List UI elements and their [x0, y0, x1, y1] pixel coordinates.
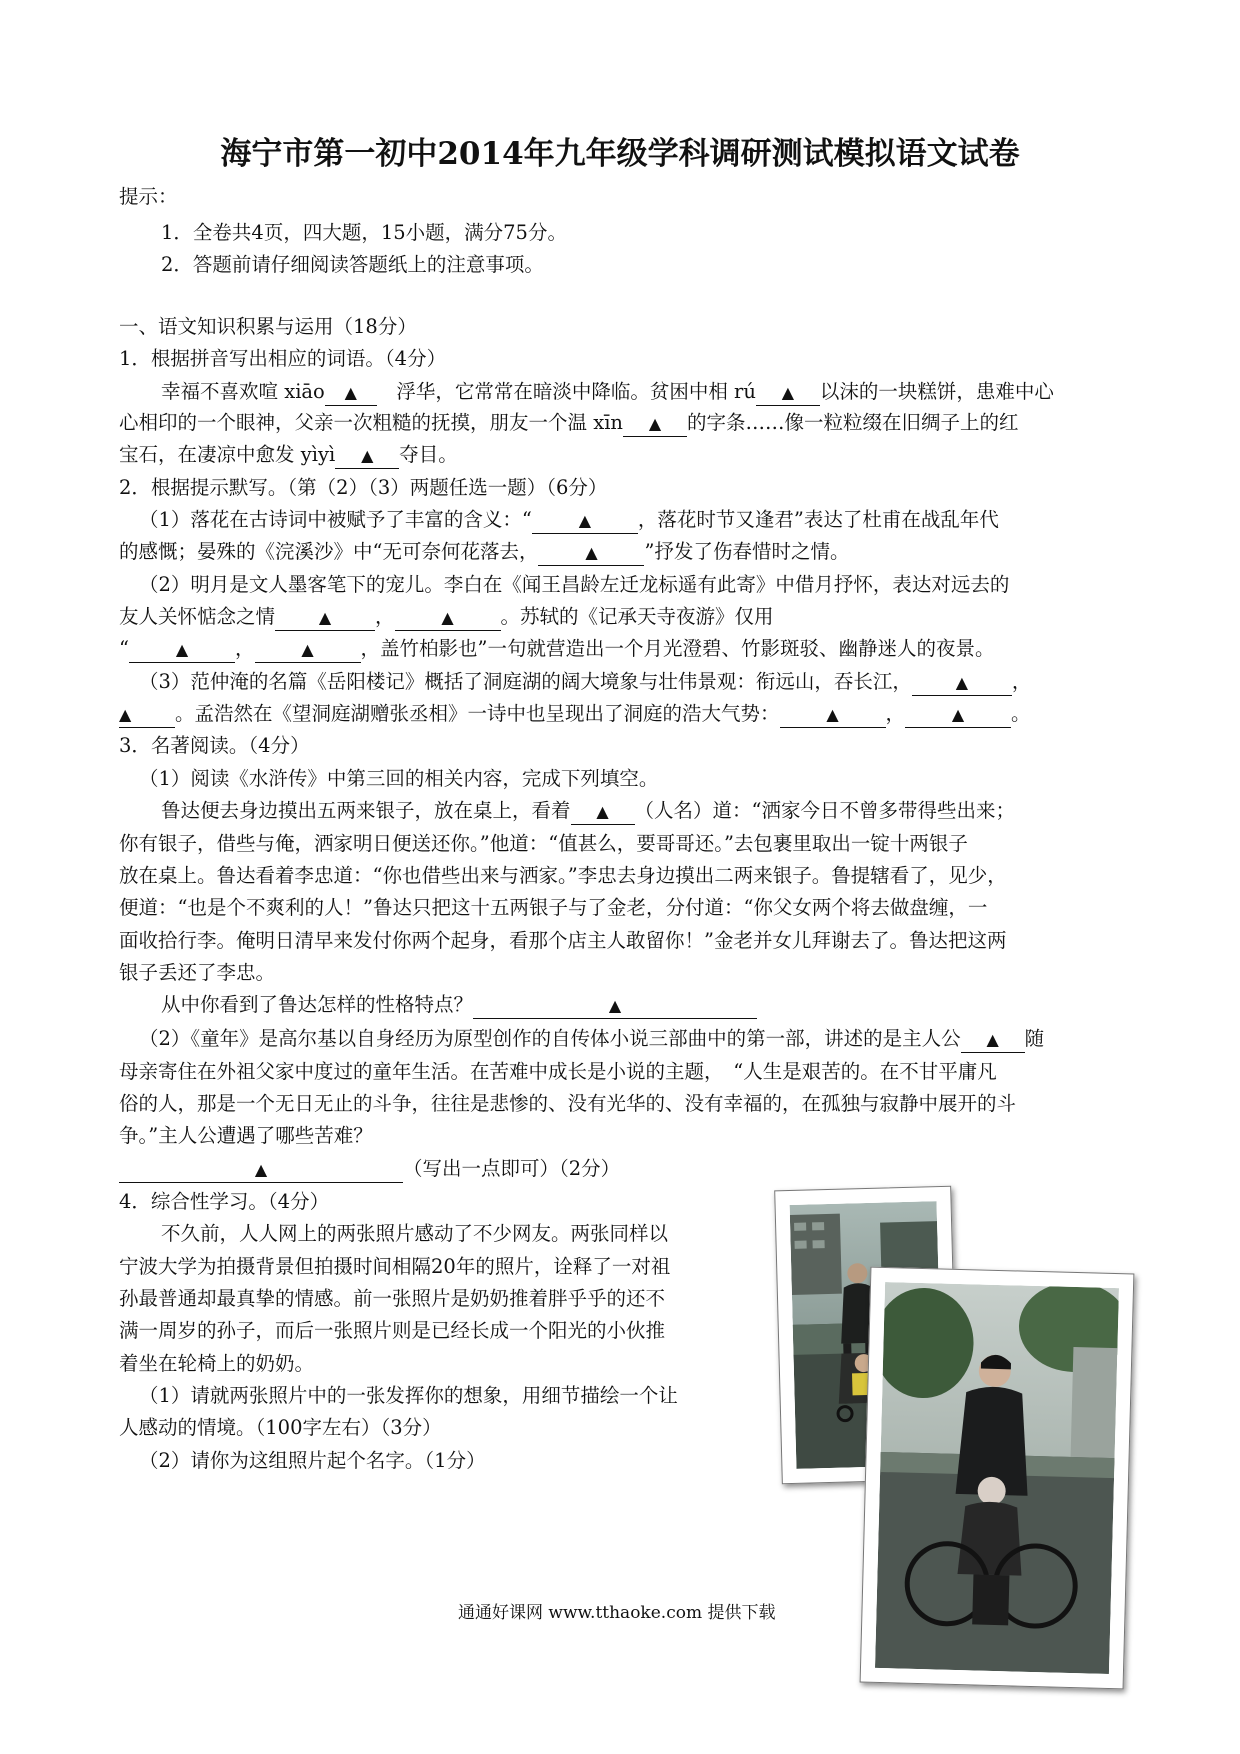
q4-part1-line2: 人感动的情境。（100字左右）（3分） [119, 1416, 442, 1439]
q4-line-4: 满一周岁的孙子，而后一张照片则是已经长成一个阳光的小伙推 [119, 1319, 666, 1342]
triangle-icon: ▲ [585, 543, 598, 562]
triangle-icon: ▲ [826, 705, 839, 724]
triangle-icon: ▲ [441, 608, 454, 627]
q1-line-2 [119, 408, 1019, 438]
q1-line-3 [119, 440, 458, 470]
answer-blank[interactable] [129, 638, 235, 663]
tips-label: 提示： [119, 185, 178, 208]
q2-text: ， [375, 605, 395, 628]
q4-line-3: 孙最普通却最真挚的情感。前一张照片是奶奶推着胖乎乎的还不 [119, 1287, 666, 1310]
q2-text: ， [885, 702, 906, 725]
q3-part1-line1 [161, 796, 1015, 826]
answer-blank[interactable] [119, 703, 175, 728]
q3-part2-line1 [139, 1024, 1044, 1054]
triangle-icon: ▲ [175, 640, 189, 659]
answer-blank[interactable] [756, 381, 820, 406]
triangle-icon: ▲ [648, 414, 662, 433]
q2-stem: 2．根据提示默写。（第（2）（3）两题任选一题）（6分） [119, 476, 608, 499]
q3-part1-line5: 面收拾行李。俺明日清早来发付你两个起身，看那个店主人敢留你！”金老并女儿拜谢去了。鲁达把这两 [119, 929, 1007, 952]
answer-blank[interactable] [255, 638, 361, 663]
tip-item-2: 2．答题前请仔细阅读答题纸上的注意事项。 [161, 253, 544, 276]
q2-text: 。孟浩然在《望洞庭湖赠张丞相》一诗中也呈现出了洞庭的浩大气势： [175, 702, 780, 725]
q3-text: （写出一点即可）（2分） [403, 1157, 621, 1180]
page-title: 海宁市第一初中2014年九年级学科调研测试模拟语文试卷 [220, 136, 1020, 172]
answer-blank[interactable] [473, 994, 757, 1019]
triangle-icon: ▲ [951, 705, 965, 724]
q2-part3-line2 [119, 699, 1031, 729]
q3-text: 随 [1024, 1027, 1045, 1050]
answer-blank[interactable] [961, 1028, 1025, 1053]
triangle-icon: ▲ [344, 383, 357, 402]
q3-part1-line6: 银子丢还了李忠。 [119, 961, 276, 984]
answer-blank[interactable] [571, 800, 635, 825]
q2-text: ，落花时节又逢君”表达了杜甫在战乱年代 [637, 508, 999, 531]
q3-text: 鲁达便去身边摸出五两来银子，放在桌上，看着 [161, 799, 571, 822]
answer-blank[interactable] [905, 703, 1011, 728]
triangle-icon: ▲ [361, 446, 374, 465]
answer-blank[interactable] [780, 703, 886, 728]
q4-part2: （2）请你为这组照片起个名字。（1分） [139, 1449, 486, 1472]
q2-text: 友人关怀惦念之情 [119, 605, 276, 628]
triangle-icon: ▲ [781, 383, 795, 402]
q2-part2-line1: （2）明月是文人墨客笔下的宠儿。李白在《闻王昌龄左迁龙标遥有此寄》中借月抒怀，表达对远去的 [139, 573, 1010, 596]
q3-part2-line2: 母亲寄住在外祖父家中度过的童年生活。在苦难中成长是小说的主题， “人生是艰苦的。在不甘平庸凡 [119, 1060, 997, 1083]
q3-part2-answer [119, 1154, 620, 1184]
q3-text: （人名）道：“洒家今日不曾多带得些出来； [634, 799, 1015, 822]
q2-text: ”抒发了伤春惜时之情。 [644, 540, 850, 563]
q3-stem: 3．名著阅读。（4分） [119, 734, 310, 757]
q3-part1-line3: 放在桌上。鲁达看着李忠道：“你也借些出来与洒家。”李忠去身边摸出二两来银子。鲁提辖看了，见少， [119, 864, 1007, 887]
answer-blank[interactable] [912, 671, 1012, 696]
q2-text: ， [234, 637, 255, 660]
footer-credit: 通通好课网 www.tthaoke.com 提供下载 [458, 1603, 776, 1623]
answer-blank[interactable] [335, 444, 399, 469]
q4-part1-line1: （1）请就两张照片中的一张发挥你的想象，用细节描绘一个让 [139, 1384, 678, 1407]
q2-text: ， [1011, 670, 1032, 693]
q1-line-1 [161, 377, 1054, 407]
q3-part2-line4: 争。”主人公遭遇了哪些苦难？ [119, 1124, 373, 1147]
q1-text: 以沫的一块糕饼，患难中心 [819, 380, 1054, 403]
triangle-icon: ▲ [119, 705, 132, 724]
q4-stem: 4．综合性学习。（4分） [119, 1190, 330, 1213]
q1-text: 幸福不喜欢喧 xiāo [161, 380, 325, 403]
q4-line-2: 宁波大学为拍摄背景但拍摄时间相隔20年的照片，诠释了一对祖 [119, 1255, 671, 1278]
q2-part3-line1 [139, 667, 1031, 697]
q2-text: “ [119, 637, 129, 660]
triangle-icon: ▲ [254, 1160, 268, 1179]
q2-text: （1）落花在古诗词中被赋予了丰富的含义：“ [139, 508, 532, 531]
triangle-icon: ▲ [608, 996, 622, 1015]
q3-part1-intro: （1）阅读《水浒传》中第三回的相关内容，完成下列填空。 [139, 767, 659, 790]
q3-part2-line3: 俗的人，那是一个无日无止的斗争，往往是悲惨的、没有光华的、没有幸福的，在孤独与寂静中展开的斗 [119, 1092, 1017, 1115]
q2-part1-line2 [119, 537, 849, 567]
q2-part1-line1 [139, 505, 999, 535]
triangle-icon: ▲ [596, 802, 609, 821]
q3-part1-question [161, 990, 757, 1020]
q4-line-1: 不久前，人人网上的两张照片感动了不少网友。两张同样以 [161, 1222, 669, 1245]
photo-grandson-pushing-wheelchair [860, 1267, 1135, 1690]
q2-part2-line3 [119, 634, 994, 664]
q2-part2-line2 [119, 602, 774, 632]
triangle-icon: ▲ [578, 511, 592, 530]
answer-blank[interactable] [532, 509, 638, 534]
section-1-heading: 一、语文知识积累与运用（18分） [119, 315, 417, 338]
triangle-icon: ▲ [301, 640, 314, 659]
answer-blank[interactable] [395, 606, 501, 631]
q1-text: 宝石，在凄凉中愈发 yìyì [119, 443, 336, 466]
q2-text: （3）范仲淹的名篇《岳阳楼记》概括了洞庭湖的阔大境象与壮伟景观：衔远山，吞长江， [139, 670, 912, 693]
answer-blank[interactable] [325, 381, 377, 406]
q1-text: 夺目。 [399, 443, 458, 466]
q3-part1-line4: 便道：“也是个不爽利的人！”鲁达只把这十五两银子与了金老，分付道：“你父女两个将去做盘缠，一 [119, 896, 988, 919]
triangle-icon: ▲ [986, 1030, 999, 1049]
q2-text: ，盖竹柏影也”一句就营造出一个月光澄碧、竹影斑驳、幽静迷人的夜景。 [360, 637, 995, 660]
q1-stem: 1．根据拼音写出相应的词语。（4分） [119, 347, 447, 370]
q2-text: 。苏轼的《记承天寺夜游》仅用 [500, 605, 774, 628]
q1-text: 心相印的一个眼神，父亲一次粗糙的抚摸，朋友一个温 xīn [119, 411, 623, 434]
answer-blank[interactable] [275, 606, 375, 631]
q4-line-5: 着坐在轮椅上的奶奶。 [119, 1352, 315, 1375]
q1-text: 的字条……像一粒粒缀在旧绸子上的红 [687, 411, 1019, 434]
q3-part1-line2: 你有银子，借些与俺，洒家明日便送还你。”他道：“值甚么，要哥哥还。”去包裹里取出一锭十两银子 [119, 832, 968, 855]
answer-blank[interactable] [623, 412, 687, 437]
tip-item-1: 1．全卷共4页，四大题，15小题，满分75分。 [161, 221, 567, 244]
answer-blank[interactable] [538, 541, 644, 566]
q1-text: 浮华，它常常在暗淡中降临。贫困中相 rú [396, 380, 756, 403]
photo-image [875, 1282, 1119, 1674]
q2-text: 的感慨；晏殊的《浣溪沙》中“无可奈何花落去， [119, 540, 539, 563]
q2-text: 。 [1011, 702, 1031, 725]
q3-text: （2）《童年》是高尔基以自身经历为原型创作的自传体小说三部曲中的第一部，讲述的是主人公 [139, 1027, 961, 1050]
triangle-icon: ▲ [955, 673, 969, 692]
triangle-icon: ▲ [318, 608, 332, 627]
q3-text: 从中你看到了鲁达怎样的性格特点？ [161, 993, 474, 1016]
answer-blank[interactable] [119, 1158, 403, 1183]
